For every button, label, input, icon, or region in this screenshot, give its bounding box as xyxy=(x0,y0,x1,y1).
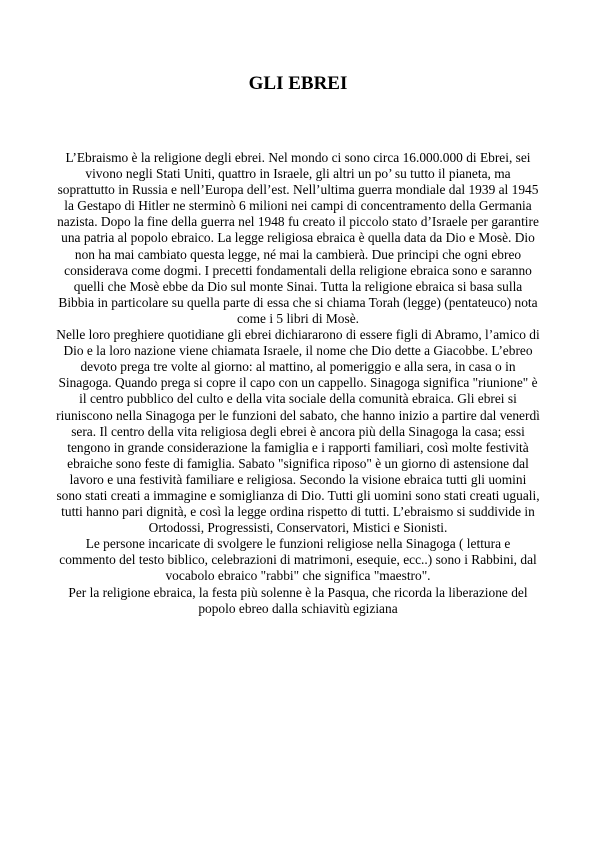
paragraph: Per la religione ebraica, la festa più solenne è la Pasqua, che ricorda la liberazione del popolo ebreo dalla schiavitù egiziana xyxy=(68,584,528,616)
paragraph: Le persone incaricate di svolgere le funzioni religiose nella Sinagoga ( lettura e commento del testo biblico, celebrazioni di matrimoni, esequie, ecc..) sono i Rabbini, dal vocabolo ebraico "rabbi" che significa "maestro". xyxy=(59,536,537,584)
paragraph: Nelle loro preghiere quotidiane gli ebrei dichiararono di essere figli di Abramo, l’amico di Dio e la loro nazione viene chiamata Israele, il nome che Dio dette a Giacobbe. L’ebreo devoto prega tre volte al giorno: al mattino, al pomeriggio e alla sera, in casa o in Sinagoga. Quando prega si copre il capo con un cappello. Sinagoga significa "riunione" è il centro pubblico del culto e della vita sociale della comunità ebraica. Gli ebrei si riuniscono nella Sinagoga per le funzioni del sabato, che hanno inizio a partire dal venerdì sera. Il centro della vita religiosa degli ebrei è ancora più della Sinagoga la casa; essi tengono in grande considerazione la famiglia e i rapporti familiari, così molte festività ebraiche sono feste di famiglia. Sabato "significa riposo" è un giorno di astensione dal lavoro e una festività familiare e religiosa. Secondo la visione ebraica tutti gli uomini sono stati creati a immagine e somiglianza di Dio. Tutti gli uomini sono stati creati uguali, tutti hanno pari dignità, e così la legge ordina rispetto di tutti. L’ebraismo si suddivide in Ortodossi, Progressisti, Conservatori, Mistici e Sionisti. xyxy=(56,327,540,536)
page-title: GLI EBREI xyxy=(248,73,348,94)
document-body xyxy=(56,150,540,617)
paragraph: L’Ebraismo è la religione degli ebrei. Nel mondo ci sono circa 16.000.000 di Ebrei, sei vivono negli Stati Uniti, quattro in Israele, gli altri un po’ su tutto il pianeta, ma soprattutto in Russia e nell’Europa dell’est. Nell’ultima guerra mondiale dal 1939 al 1945 la Gestapo di Hitler ne sterminò 6 milioni nei campi di concentramento della Germania nazista. Dopo la fine della guerra nel 1948 fu creato il piccolo stato d’Israele per garantire una patria al popolo ebraico. La legge religiosa ebraica è quella data da Dio e Mosè. Dio non ha mai cambiato questa legge, né mai la cambierà. Due principi che ogni ebreo considerava come dogmi. I precetti fondamentali della religione ebraica sono e saranno quelli che Mosè ebbe da Dio sul monte Sinai. Tutta la religione ebraica si basa sulla Bibbia in particolare su quella parte di essa che si chiama Torah (legge) (pentateuco) nota come i 5 libri di Mosè. xyxy=(57,150,539,326)
